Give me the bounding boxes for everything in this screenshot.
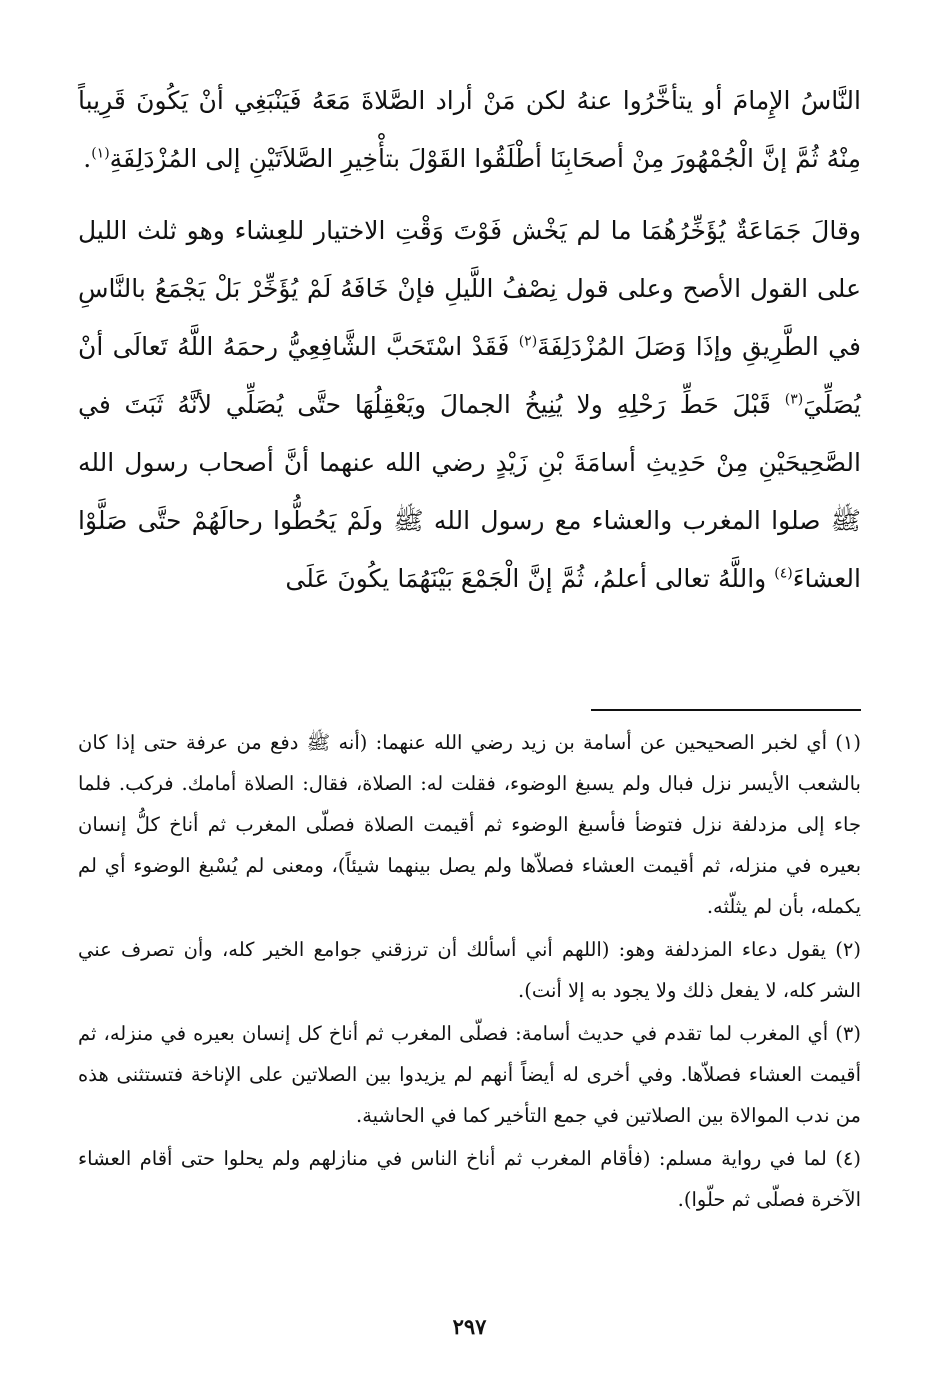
footnote-ref-4: (٤) xyxy=(774,565,793,582)
main-paragraph-2 xyxy=(78,202,861,608)
footnote-ref-2: (٢) xyxy=(518,333,538,350)
paragraph-1-text: النَّاسُ الإِمامَ أو يتأخَّرُوا عنهُ لكن مَنْ أراد الصَّلاةَ مَعَهُ فَيَنْبَغِي أنْ يَكُونَ قَرِيباً مِنْهُ ثُمَّ إنَّ الْجُمْهُورَ مِنْ أصحَابِنَا أطْلَقُوا القَوْلَ بتأْخِيرِ الصَّلاَتَيْنِ إلى المُزْدَلِفَةِ xyxy=(78,86,861,173)
footnote-ref-3: (٣) xyxy=(784,391,804,408)
footnote-3: (٣) أي المغرب لما تقدم في حديث أسامة: فصلّى المغرب ثم أناخ كل إنسان بعيره في منزله، ثم أقيمت العشاء فصلاّها. وفي أخرى له أيضاً أنهم لم يزيدوا بين الصلاتين على الإناخة فتستثنى هذه من ندب الموالاة بين الصلاتين في جمع التأخير كما في الحاشية. xyxy=(78,1022,861,1127)
footnote-1: (١) أي لخبر الصحيحين عن أسامة بن زيد رضي الله عنهما: (أنه ﷺ دفع من عرفة حتى إذا كان بالشعب الأيسر نزل فبال ولم يسبغ الوضوء، فقلت له: الصلاة، فقال: الصلاة أمامك. فركب. فلما جاء إلى مزدلفة نزل فتوضأ فأسبغ الوضوء ثم أقيمت الصلاة فصلّى المغرب ثم أناخ كلُّ إنسان بعيره في منزله، ثم أقيمت العشاء فصلاّها ولم يصل بينهما شيئاً)، ومعنى لم يُسْبغ الوضوء أي لم يكمله، بأن لم يثلّثه. xyxy=(78,731,861,918)
footnote-separator xyxy=(591,709,861,711)
paragraph-1-end: . xyxy=(83,144,92,173)
footnotes xyxy=(78,722,861,1222)
footnote-2: (٢) يقول دعاء المزدلفة وهو: (اللهم أني أسألك أن ترزقني جوامع الخير كله، وأن تصرف عني الشر كله، لا يفعل ذلك ولا يجود به إلا أنت). xyxy=(78,938,861,1002)
paragraph-2-segment-1: وقالَ جَمَاعَةٌ يُؤَخِّرُهُمَا ما لم يَخْش فَوْتَ وَقْتِ الاختيار للعِشاء وهو ثلث الليل على القول الأصح وعلى قول نِصْفُ اللَّيلِ فإنْ خَافَهُ لَمْ يُؤَخِّرْ بَلْ يَجْمَعُ بالنَّاسِ في الطَّرِيقِ وإذَا وَصَلَ المُزْدَلِفَةَ xyxy=(78,216,861,361)
paragraph-2-segment-3: قَبْلَ حَطِّ رَحْلِهِ ولا يُنِيخُ الجمالَ ويَعْقِلُهَا حتَّى يُصَلِّي لأنَّهُ ثَبَتَ في الصَّحِيحَيْنِ مِنْ حَدِيثِ أسامَةَ بْنِ زَيْدٍ رضي الله عنهما أنَّ أصحاب رسول الله ﷺ صلوا المغرب والعشاء مع رسول الله ﷺ ولَمْ يَحُطُّوا رحالَهُمْ حتَّى صَلَّوْا العشاءَ xyxy=(78,390,861,593)
paragraph-2-segment-2: فَقَدْ اسْتَحَبَّ الشَّافِعِيُّ رحمَهُ اللَّهُ تَعالَى أنْ يُصَلِّيَ xyxy=(78,332,861,419)
paragraph-2-segment-4: واللَّهُ تعالى أعلمُ، ثُمَّ إنَّ الْجَمْعَ بَيْنَهُمَا يكُونَ عَلَى xyxy=(285,564,767,593)
main-paragraph-1 xyxy=(78,72,861,188)
page-number: ٢٩٧ xyxy=(452,1314,487,1339)
footnote-4: (٤) لما في رواية مسلم: (فأقام المغرب ثم أناخ الناس في منازلهم ولم يحلوا حتى أقام العشاء الآخرة فصلّى ثم حلّوا). xyxy=(78,1147,861,1211)
book-page xyxy=(78,72,861,1362)
main-text xyxy=(78,72,861,608)
footnote-ref-1: (١) xyxy=(91,145,110,162)
